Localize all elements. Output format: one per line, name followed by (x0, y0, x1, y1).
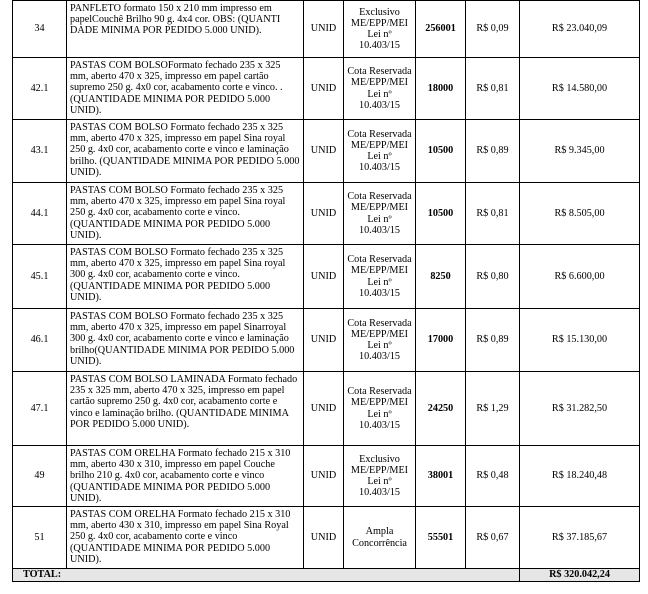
item-quantity: 256001 (416, 1, 466, 58)
total-row (13, 569, 640, 582)
item-total: R$ 14.580,00 (520, 58, 640, 120)
item-unit: UNID (304, 309, 344, 372)
item-category: Ampla Concorrência (344, 507, 416, 569)
item-total: R$ 6.600,00 (520, 245, 640, 309)
item-category: Cota Reservada ME/EPP/MEI Lei nº 10.403/15 (344, 58, 416, 120)
item-category: Cota Reservada ME/EPP/MEI Lei nº 10.403/15 (344, 120, 416, 183)
item-quantity: 8250 (416, 245, 466, 309)
item-unit-price: R$ 0,48 (466, 446, 520, 507)
item-unit-price: R$ 1,29 (466, 372, 520, 446)
item-category: Cota Reservada ME/EPP/MEI Lei nº 10.403/15 (344, 372, 416, 446)
item-number: 42.1 (13, 58, 67, 120)
item-quantity: 24250 (416, 372, 466, 446)
item-total: R$ 9.345,00 (520, 120, 640, 183)
item-unit: UNID (304, 245, 344, 309)
item-category: Cota Reservada ME/EPP/MEI Lei nº 10.403/15 (344, 183, 416, 245)
item-description: PASTAS COM BOLSO Formato fechado 235 x 325 mm, aberto 470 x 325, impresso em papel Sina royal 250 g. 4x0 cor, acabamento corte e vinco e laminação brilho. (QUANTIDADE MINIMA POR PEDIDO 5.000 UNID). (67, 120, 304, 183)
item-unit-price: R$ 0,09 (466, 1, 520, 58)
item-number: 34 (13, 1, 67, 58)
item-unit: UNID (304, 507, 344, 569)
table-row (13, 58, 640, 120)
table-row (13, 1, 640, 58)
item-category: Exclusivo ME/EPP/MEI Lei nº 10.403/15 (344, 446, 416, 507)
item-total: R$ 15.130,00 (520, 309, 640, 372)
item-unit-price: R$ 0,89 (466, 120, 520, 183)
item-quantity: 17000 (416, 309, 466, 372)
item-unit-price: R$ 0,80 (466, 245, 520, 309)
item-total: R$ 18.240,48 (520, 446, 640, 507)
item-number: 44.1 (13, 183, 67, 245)
item-category: Cota Reservada ME/EPP/MEI Lei nº 10.403/15 (344, 309, 416, 372)
item-total: R$ 37.185,67 (520, 507, 640, 569)
item-total: R$ 31.282,50 (520, 372, 640, 446)
item-unit: UNID (304, 120, 344, 183)
item-quantity: 18000 (416, 58, 466, 120)
item-unit-price: R$ 0,81 (466, 58, 520, 120)
item-quantity: 10500 (416, 183, 466, 245)
item-description: PASTAS COM ORELHA Formato fechado 215 x 310 mm, aberto 430 x 310, impresso em papel Sina Royal 250 g. 4x0 cor, acabamento corte e vinco (QUANTIDADE MINIMA POR PEDIDO 5.000 UNID). (67, 507, 304, 569)
table-row (13, 120, 640, 183)
item-number: 49 (13, 446, 67, 507)
item-unit: UNID (304, 183, 344, 245)
item-description: PASTAS COM BOLSO Formato fechado 235 x 325 mm, aberto 470 x 325, impresso em papel Sinarroyal 300 g. 4x0 cor, acabamento corte e vinco e laminação brilho(QUANTIDADE MINIMA POR PEDIDO 5.000 UNID). (67, 309, 304, 372)
item-category: Cota Reservada ME/EPP/MEI Lei nº 10.403/15 (344, 245, 416, 309)
item-total: R$ 8.505,00 (520, 183, 640, 245)
item-description: PASTAS COM ORELHA Formato fechado 215 x 310 mm, aberto 430 x 310, impresso em papel Couche brilho 210 g. 4x0 cor, acabamento corte e vinco (QUANTIDADE MINIMA POR PEDIDO 5.000 UNID). (67, 446, 304, 507)
item-unit-price: R$ 0,81 (466, 183, 520, 245)
item-description: PASTAS COM BOLSO Formato fechado 235 x 325 mm, aberto 470 x 325, impresso em papel Sina royal 250 g. 4x0 cor, acabamento corte e vinco. (QUANTIDADE MINIMA POR PEDIDO 5.000 UNID). (67, 183, 304, 245)
item-unit: UNID (304, 58, 344, 120)
item-quantity: 55501 (416, 507, 466, 569)
item-quantity: 38001 (416, 446, 466, 507)
item-total: R$ 23.040,09 (520, 1, 640, 58)
table-row (13, 507, 640, 569)
item-number: 51 (13, 507, 67, 569)
item-unit: UNID (304, 1, 344, 58)
item-unit: UNID (304, 446, 344, 507)
item-unit: UNID (304, 372, 344, 446)
item-quantity: 10500 (416, 120, 466, 183)
item-description: PASTAS COM BOLSOFormato fechado 235 x 325 mm, aberto 470 x 325, impresso em papel cartão supremo 250 g. 4x0 cor, acabamento corte e vinco. . (QUANTIDADE MINIMA POR PEDIDO 5.000 UNID). (67, 58, 304, 120)
item-description: PANFLETO formato 150 x 210 mm impresso em papelCouchê Brilho 90 g. 4x4 cor. OBS: (QUANTI DADE MINIMA POR PEDIDO 5.000 UNID). (67, 1, 304, 58)
item-unit-price: R$ 0,89 (466, 309, 520, 372)
item-unit-price: R$ 0,67 (466, 507, 520, 569)
item-number: 43.1 (13, 120, 67, 183)
table-row (13, 446, 640, 507)
table-row (13, 245, 640, 309)
table-row (13, 183, 640, 245)
item-description: PASTAS COM BOLSO Formato fechado 235 x 325 mm, aberto 470 x 325, impresso em papel Sina royal 300 g. 4x0 cor, acabamento corte e vinco. (QUANTIDADE MINIMA POR PEDIDO 5.000 UNID). (67, 245, 304, 309)
table-row (13, 309, 640, 372)
items-table (12, 0, 640, 582)
item-number: 45.1 (13, 245, 67, 309)
item-description: PASTAS COM BOLSO LAMINADA Formato fechado 235 x 325 mm, aberto 470 x 325, impresso em papel cartão supremo 250 g. 4x0 cor, acabamento corte e vinco e laminação brilho. (QUANTIDADE MINIMA POR PEDIDO 5.000 UNID). (67, 372, 304, 446)
total-label: TOTAL: (13, 569, 520, 582)
table-row (13, 372, 640, 446)
item-category: Exclusivo ME/EPP/MEI Lei nº 10.403/15 (344, 1, 416, 58)
item-number: 46.1 (13, 309, 67, 372)
item-number: 47.1 (13, 372, 67, 446)
items-table-container (12, 0, 639, 582)
grand-total: R$ 320.042,24 (520, 569, 640, 582)
